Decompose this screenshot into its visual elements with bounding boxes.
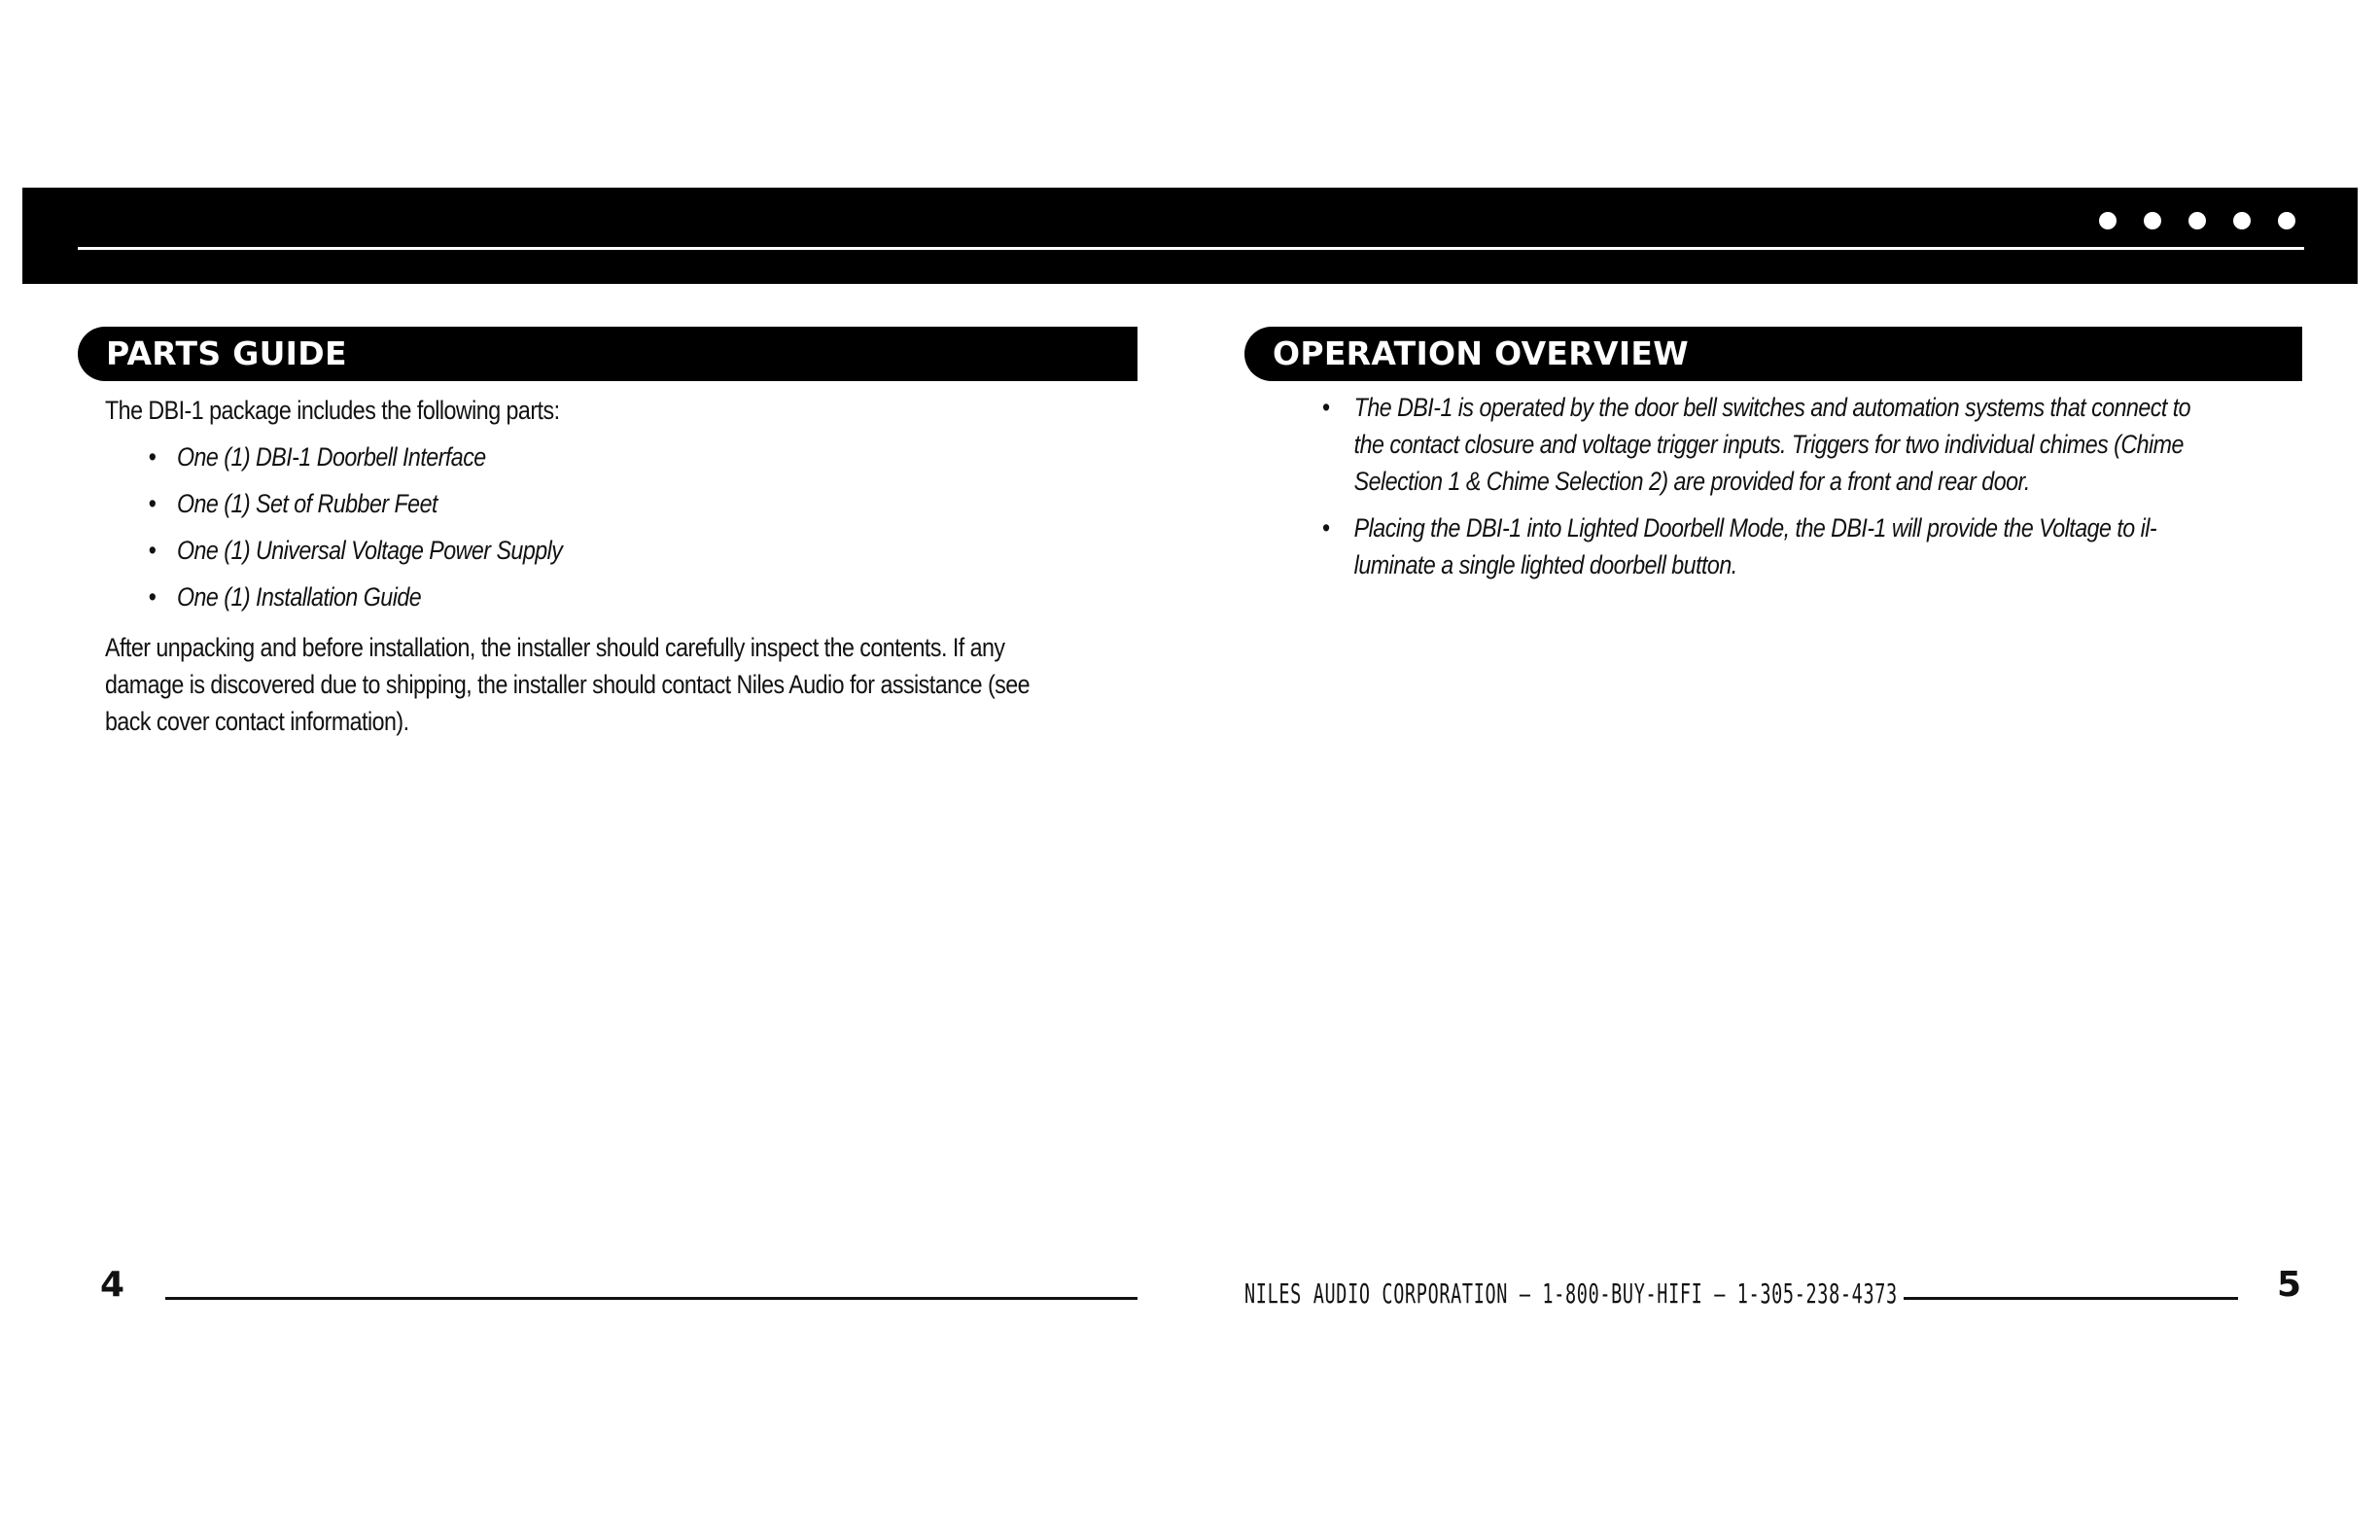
- paragraph-line: damage is discovered due to shipping, the installer should contact Niles Audio for assistance (see: [105, 670, 1031, 699]
- list-item: [1322, 509, 2359, 583]
- dot-icon: [2188, 212, 2206, 229]
- parts-guide-body: [105, 392, 1134, 740]
- list-item: [149, 438, 1134, 485]
- dot-icon: [2278, 212, 2295, 229]
- dot-icon: [2233, 212, 2251, 229]
- operation-list: [1322, 389, 2359, 583]
- bullet-icon: •: [148, 442, 157, 472]
- banner-dots: [2099, 212, 2295, 229]
- parts-guide-intro: The DBI-1 package includes the following parts:: [105, 396, 560, 425]
- list-item-line: the contact closure and voltage trigger inputs. Triggers for two individual chimes (Chime: [1353, 430, 2184, 459]
- page-number-left: 4: [100, 1265, 125, 1305]
- inspection-paragraph: [105, 629, 1134, 740]
- list-item-line: Selection 1 & Chime Selection 2) are provided for a front and rear door.: [1353, 467, 2030, 496]
- bullet-icon: •: [148, 489, 157, 518]
- footer-rule-right: [1904, 1297, 2238, 1300]
- list-item: [149, 485, 1134, 532]
- footer-company-info: NILES AUDIO CORPORATION – 1-800-BUY-HIFI – 1-305-238-4373: [1244, 1278, 1898, 1310]
- bullet-icon: •: [148, 582, 157, 612]
- list-item-text: One (1) Set of Rubber Feet: [176, 489, 438, 518]
- paragraph-line: back cover contact information).: [105, 707, 409, 736]
- list-item: [149, 578, 1134, 625]
- top-banner: [22, 188, 2358, 284]
- operation-overview-body: [1322, 389, 2359, 593]
- bullet-icon: •: [148, 536, 157, 565]
- list-item: [1322, 389, 2359, 500]
- list-item-line: luminate a single lighted doorbell button.: [1353, 550, 1737, 579]
- list-item-text: One (1) Installation Guide: [176, 582, 422, 612]
- list-item: [149, 532, 1134, 578]
- bullet-icon: •: [1322, 393, 1330, 422]
- parts-guide-header: PARTS GUIDE: [78, 327, 1138, 381]
- page-number-right: 5: [2277, 1265, 2302, 1305]
- operation-overview-header: OPERATION OVERVIEW: [1244, 327, 2302, 381]
- list-item-text: One (1) DBI-1 Doorbell Interface: [176, 442, 486, 472]
- parts-list: [105, 438, 1134, 625]
- dot-icon: [2144, 212, 2161, 229]
- dot-icon: [2099, 212, 2117, 229]
- paragraph-line: After unpacking and before installation, the installer should carefully inspect the contents. If any: [105, 633, 1005, 662]
- footer-rule-left: [165, 1297, 1138, 1300]
- list-item-line: Placing the DBI-1 into Lighted Doorbell Mode, the DBI-1 will provide the Voltage to il-: [1353, 513, 2157, 542]
- list-item-text: One (1) Universal Voltage Power Supply: [176, 536, 563, 565]
- banner-rule: [78, 247, 2304, 250]
- list-item-line: The DBI-1 is operated by the door bell switches and automation systems that connect to: [1353, 393, 2191, 422]
- bullet-icon: •: [1322, 513, 1330, 542]
